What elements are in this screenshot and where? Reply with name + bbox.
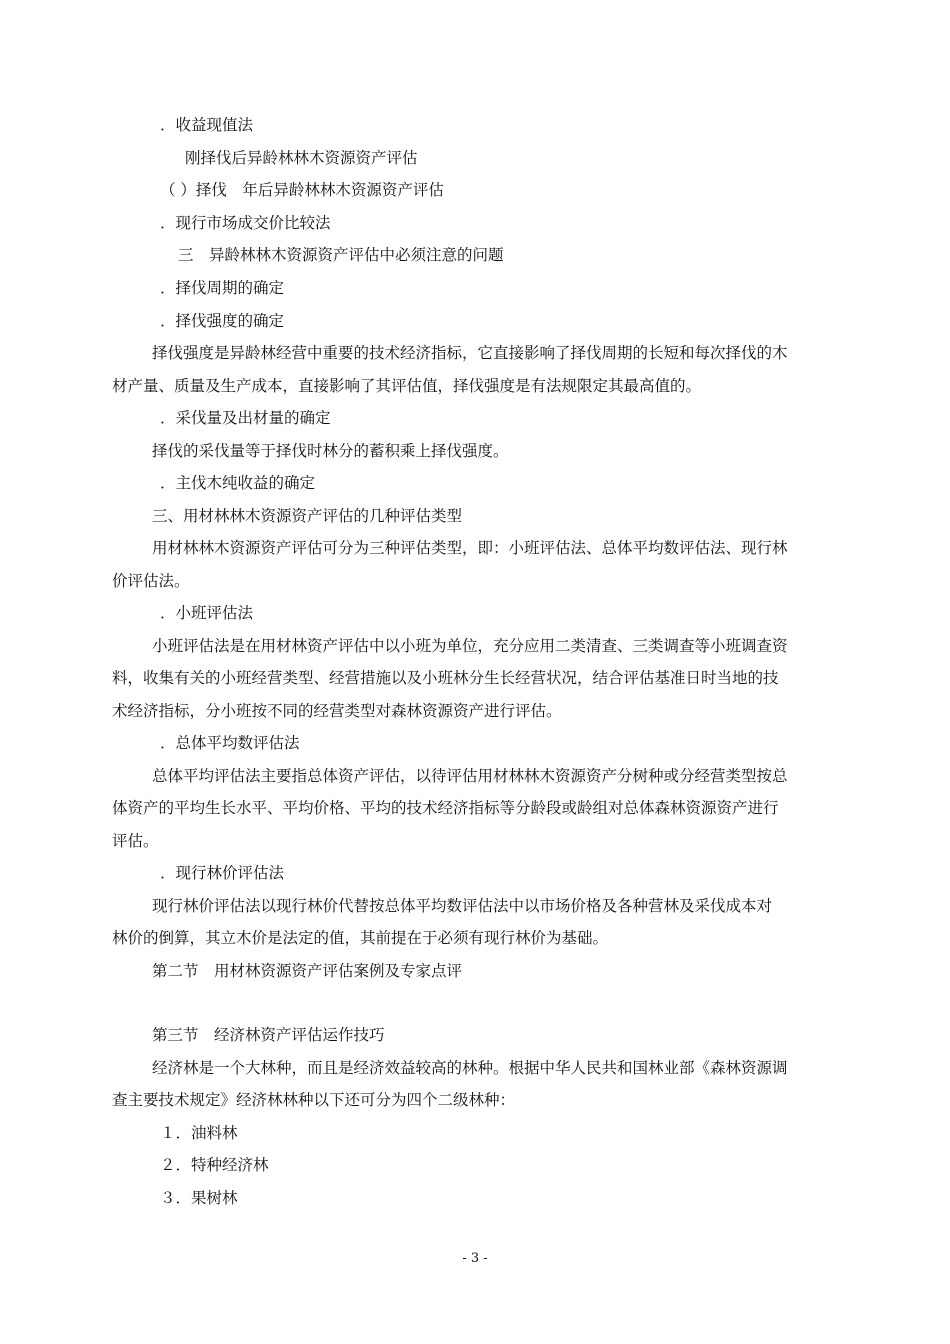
text-line: ．采伐量及出材量的确定 <box>160 409 331 427</box>
page-number: - 3 - <box>462 1251 488 1266</box>
section-heading: 第三节 经济林资产评估运作技巧 <box>152 1026 385 1044</box>
text-line: 体资产的平均生长水平、平均价格、平均的技术经济指标等分龄段或龄组对总体森林资源资产进行 <box>112 799 779 817</box>
text-line: ．现行林价评估法 <box>160 864 285 882</box>
text-line: ．现行市场成交价比较法 <box>160 214 331 232</box>
text-line: 刚择伐后异龄林林木资源资产评估 <box>185 149 418 167</box>
text-line: ．总体平均数评估法 <box>160 734 300 752</box>
text-line: 评估。 <box>112 832 159 850</box>
list-item: １．油料林 <box>160 1124 238 1142</box>
list-item: ３．果树林 <box>160 1189 238 1207</box>
text-line: 三、用材林林木资源资产评估的几种评估类型 <box>152 507 463 525</box>
text-line: 术经济指标，分小班按不同的经营类型对森林资源资产进行评估。 <box>112 702 562 720</box>
text-line: 总体平均评估法主要指总体资产评估，以待评估用材林林木资源资产分树种或分经营类型按总 <box>152 767 788 785</box>
text-line: 料，收集有关的小班经营类型、经营措施以及小班林分生长经营状况，结合评估基准日时当地的技 <box>112 669 779 687</box>
text-line: ．主伐木纯收益的确定 <box>160 474 316 492</box>
text-line: 林价的倒算，其立木价是法定的值，其前提在于必须有现行林价为基础。 <box>112 929 609 947</box>
text-line: （ ）择伐 年后异龄林林木资源资产评估 <box>160 181 444 199</box>
text-line: 材产量、质量及生产成本，直接影响了其评估值，择伐强度是有法规限定其最高值的。 <box>112 377 702 395</box>
text-line: 择伐强度是异龄林经营中重要的技术经济指标，它直接影响了择伐周期的长短和每次择伐的木 <box>152 344 788 362</box>
text-line: 择伐的采伐量等于择伐时林分的蓄积乘上择伐强度。 <box>152 442 509 460</box>
text-line: ．择伐强度的确定 <box>160 312 285 330</box>
text-line: ．择伐周期的确定 <box>160 279 285 297</box>
text-line: ．收益现值法 <box>160 116 254 134</box>
text-line: ．小班评估法 <box>160 604 254 622</box>
section-heading: 第二节 用材林资源资产评估案例及专家点评 <box>152 962 463 980</box>
list-item: ２．特种经济林 <box>160 1156 269 1174</box>
text-line: 三 异龄林林木资源资产评估中必须注意的问题 <box>178 246 504 264</box>
text-line: 经济林是一个大林种，而且是经济效益较高的林种。根据中华人民共和国林业部《森林资源调 <box>152 1059 788 1077</box>
text-line: 小班评估法是在用材林资产评估中以小班为单位，充分应用二类清查、三类调查等小班调查资 <box>152 637 788 655</box>
text-line: 用材林林木资源资产评估可分为三种评估类型，即：小班评估法、总体平均数评估法、现行林 <box>152 539 788 557</box>
text-line: 查主要技术规定》经济林林种以下还可分为四个二级林种： <box>112 1091 516 1109</box>
text-line: 价评估法。 <box>112 572 190 590</box>
text-line: 现行林价评估法以现行林价代替按总体平均数评估法中以市场价格及各种营林及采伐成本对 <box>152 897 773 915</box>
